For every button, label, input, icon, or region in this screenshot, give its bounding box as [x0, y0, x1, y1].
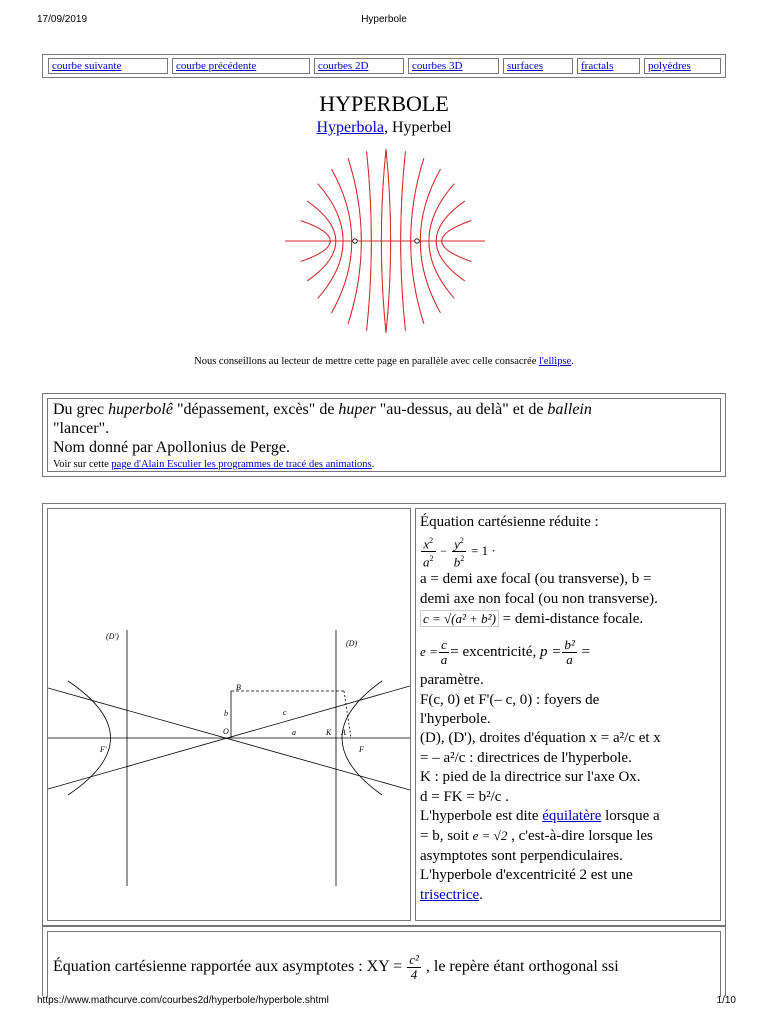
- label-b-point: B: [236, 683, 241, 692]
- reduced-equation: $\frac{x^2}{a^2}$ − $\frac{y^2}{b^2}$ = 1 ·: [423, 536, 496, 570]
- eq-a-exp: 2: [429, 554, 434, 564]
- asymptote-rest: , le repère étant orthogonal ssi: [421, 958, 619, 975]
- e-num: c: [439, 638, 450, 653]
- intro-l1f: ballein: [547, 401, 592, 418]
- nav-bar: [42, 54, 726, 78]
- print-url: https://www.mathcurve.com/courbes2d/hyperbole/hyperbole.shtml: [37, 995, 329, 1006]
- text-p10c: lorsque a: [601, 808, 660, 825]
- text-p11: [420, 826, 720, 846]
- intro-l1d: huper: [338, 401, 376, 418]
- e-p-definition: [420, 633, 720, 671]
- intro-l1b: huperbolê: [108, 401, 173, 418]
- text-p1: a = demi axe focal (ou transverse), b =: [420, 571, 652, 588]
- page-title: HYPERBOLE: [319, 91, 449, 116]
- text-p14: [420, 886, 720, 905]
- eq-rhs: = 1 ·: [471, 543, 496, 559]
- intro-line-4: [53, 458, 374, 471]
- esculier-link[interactable]: page d'Alain Esculier les programmes de tracé des animations: [111, 459, 372, 470]
- e-den: a: [440, 652, 448, 668]
- label-o: O: [223, 727, 229, 736]
- p-num: b²: [564, 637, 575, 653]
- intro-l1e: "au-dessus, au delà" et de: [375, 401, 548, 418]
- print-date: 17/09/2019: [37, 14, 88, 25]
- eq-a: a: [423, 554, 430, 570]
- nav-fractals[interactable]: fractals: [577, 58, 640, 74]
- eq-b: b: [453, 554, 461, 570]
- intro-line-1: [53, 400, 592, 419]
- text-p3: paramètre.: [420, 672, 484, 689]
- text-p10a: L'hyperbole est dite: [420, 808, 543, 825]
- label-d-prime: (D'): [106, 632, 119, 641]
- hyperbola-family-figure: [285, 142, 485, 342]
- nav-curves-2d[interactable]: courbes 2D: [314, 58, 404, 74]
- hyperbola-link[interactable]: Hyperbola: [316, 119, 384, 136]
- print-page-number: 1/10: [716, 995, 736, 1006]
- text-p5: l'hyperbole.: [420, 711, 491, 728]
- intro-line-3: Nom donné par Apollonius de Perge.: [53, 439, 291, 456]
- c-eq: c = √(a² + b²): [420, 610, 499, 627]
- eq-b-exp: 2: [460, 554, 465, 564]
- text-p8: K : pied de la directrice sur l'axe Ox.: [420, 769, 641, 786]
- e-mid: = excentricité,: [450, 644, 540, 661]
- nav-polyhedra[interactable]: polyèdres: [644, 58, 721, 74]
- intro-line-2: "lancer".: [53, 420, 110, 437]
- nav-surfaces[interactable]: surfaces: [503, 58, 573, 74]
- e-lhs: e =: [420, 644, 438, 660]
- subtitle: [0, 119, 768, 137]
- nav-previous-curve[interactable]: courbe précédente: [172, 58, 310, 74]
- subtitle-rest: , Hyperbel: [384, 119, 452, 136]
- intro-inner: [47, 398, 721, 472]
- advice-text: [0, 356, 768, 367]
- text-p10: [420, 807, 720, 826]
- asymptote-num: c²: [409, 951, 419, 967]
- p-den: a: [566, 652, 573, 668]
- text-cell: [415, 508, 721, 921]
- figure-cell: [47, 508, 411, 921]
- asymptote-equation: [53, 948, 619, 986]
- advice-text-end: .: [571, 356, 574, 367]
- label-c-length: c: [283, 708, 287, 717]
- text-p14e: .: [479, 886, 483, 903]
- p-lhs: p =: [539, 644, 562, 661]
- nav-next-curve[interactable]: courbe suivante: [48, 58, 168, 74]
- label-k: K: [326, 728, 332, 737]
- intro-l1c: "dépassement, excès" de: [172, 401, 339, 418]
- trisectrix-link[interactable]: trisectrice: [420, 886, 480, 903]
- p-end: =: [577, 644, 590, 661]
- text-p4: F(c, 0) et F'(– c, 0) : foyers de: [420, 691, 600, 708]
- text-p6: (D), (D'), droites d'équation x = a²/c et x: [420, 730, 661, 747]
- ellipse-link[interactable]: l'ellipse: [539, 356, 572, 367]
- nav-curves-3d[interactable]: courbes 3D: [408, 58, 499, 74]
- c-definition: [420, 609, 720, 633]
- eq-x-exp: 2: [429, 536, 434, 546]
- text-p7: = – a²/c : directrices de l'hyperbole.: [420, 749, 632, 766]
- text-cell-content: [420, 513, 720, 905]
- hyperbola-construction-figure: [48, 509, 410, 920]
- asymptote-text: Équation cartésienne rapportée aux asymptotes : XY =: [53, 958, 407, 975]
- eq-y-exp: 2: [459, 536, 464, 546]
- print-title: Hyperbole: [361, 14, 407, 25]
- definition-table: [42, 503, 726, 926]
- c-rest: = demi-distance focale.: [498, 611, 644, 628]
- text-p9: d = FK = b²/c .: [420, 788, 509, 805]
- label-f: F: [359, 745, 364, 754]
- e-sqrt2: e = √2: [472, 828, 508, 844]
- label-f-prime: F': [100, 745, 107, 754]
- text-p2: demi axe non focal (ou non transverse).: [420, 590, 658, 607]
- label-a-length: a: [292, 728, 296, 737]
- advice-text-body: Nous conseillons au lecteur de mettre cette page en parallèle avec celle consacrée: [194, 356, 539, 367]
- asymptote-equation-box: [42, 926, 726, 996]
- eq-y: y: [454, 536, 460, 552]
- text-p12: asymptotes sont perpendiculaires.: [420, 847, 623, 864]
- text-p11c: , c'est-à-dire lorsque les: [507, 828, 653, 845]
- text-p13: L'hyperbole d'excentricité 2 est une: [420, 867, 633, 884]
- eq-x: x: [423, 536, 430, 552]
- label-d: (D): [346, 639, 358, 648]
- asymptote-den: 4: [410, 966, 418, 982]
- eq-title: Équation cartésienne réduite :: [420, 514, 599, 530]
- intro-l4c: .: [371, 459, 375, 470]
- intro-box: [42, 393, 726, 477]
- text-p11a: = b, soit: [420, 828, 473, 845]
- label-b-length: b: [224, 709, 228, 718]
- intro-l1a: Du grec: [53, 401, 109, 418]
- asymptote-equation-inner: [47, 931, 721, 997]
- intro-l4a: Voir sur cette: [53, 459, 112, 470]
- label-a-point: A: [341, 728, 346, 737]
- equilateral-link[interactable]: équilatère: [542, 808, 602, 825]
